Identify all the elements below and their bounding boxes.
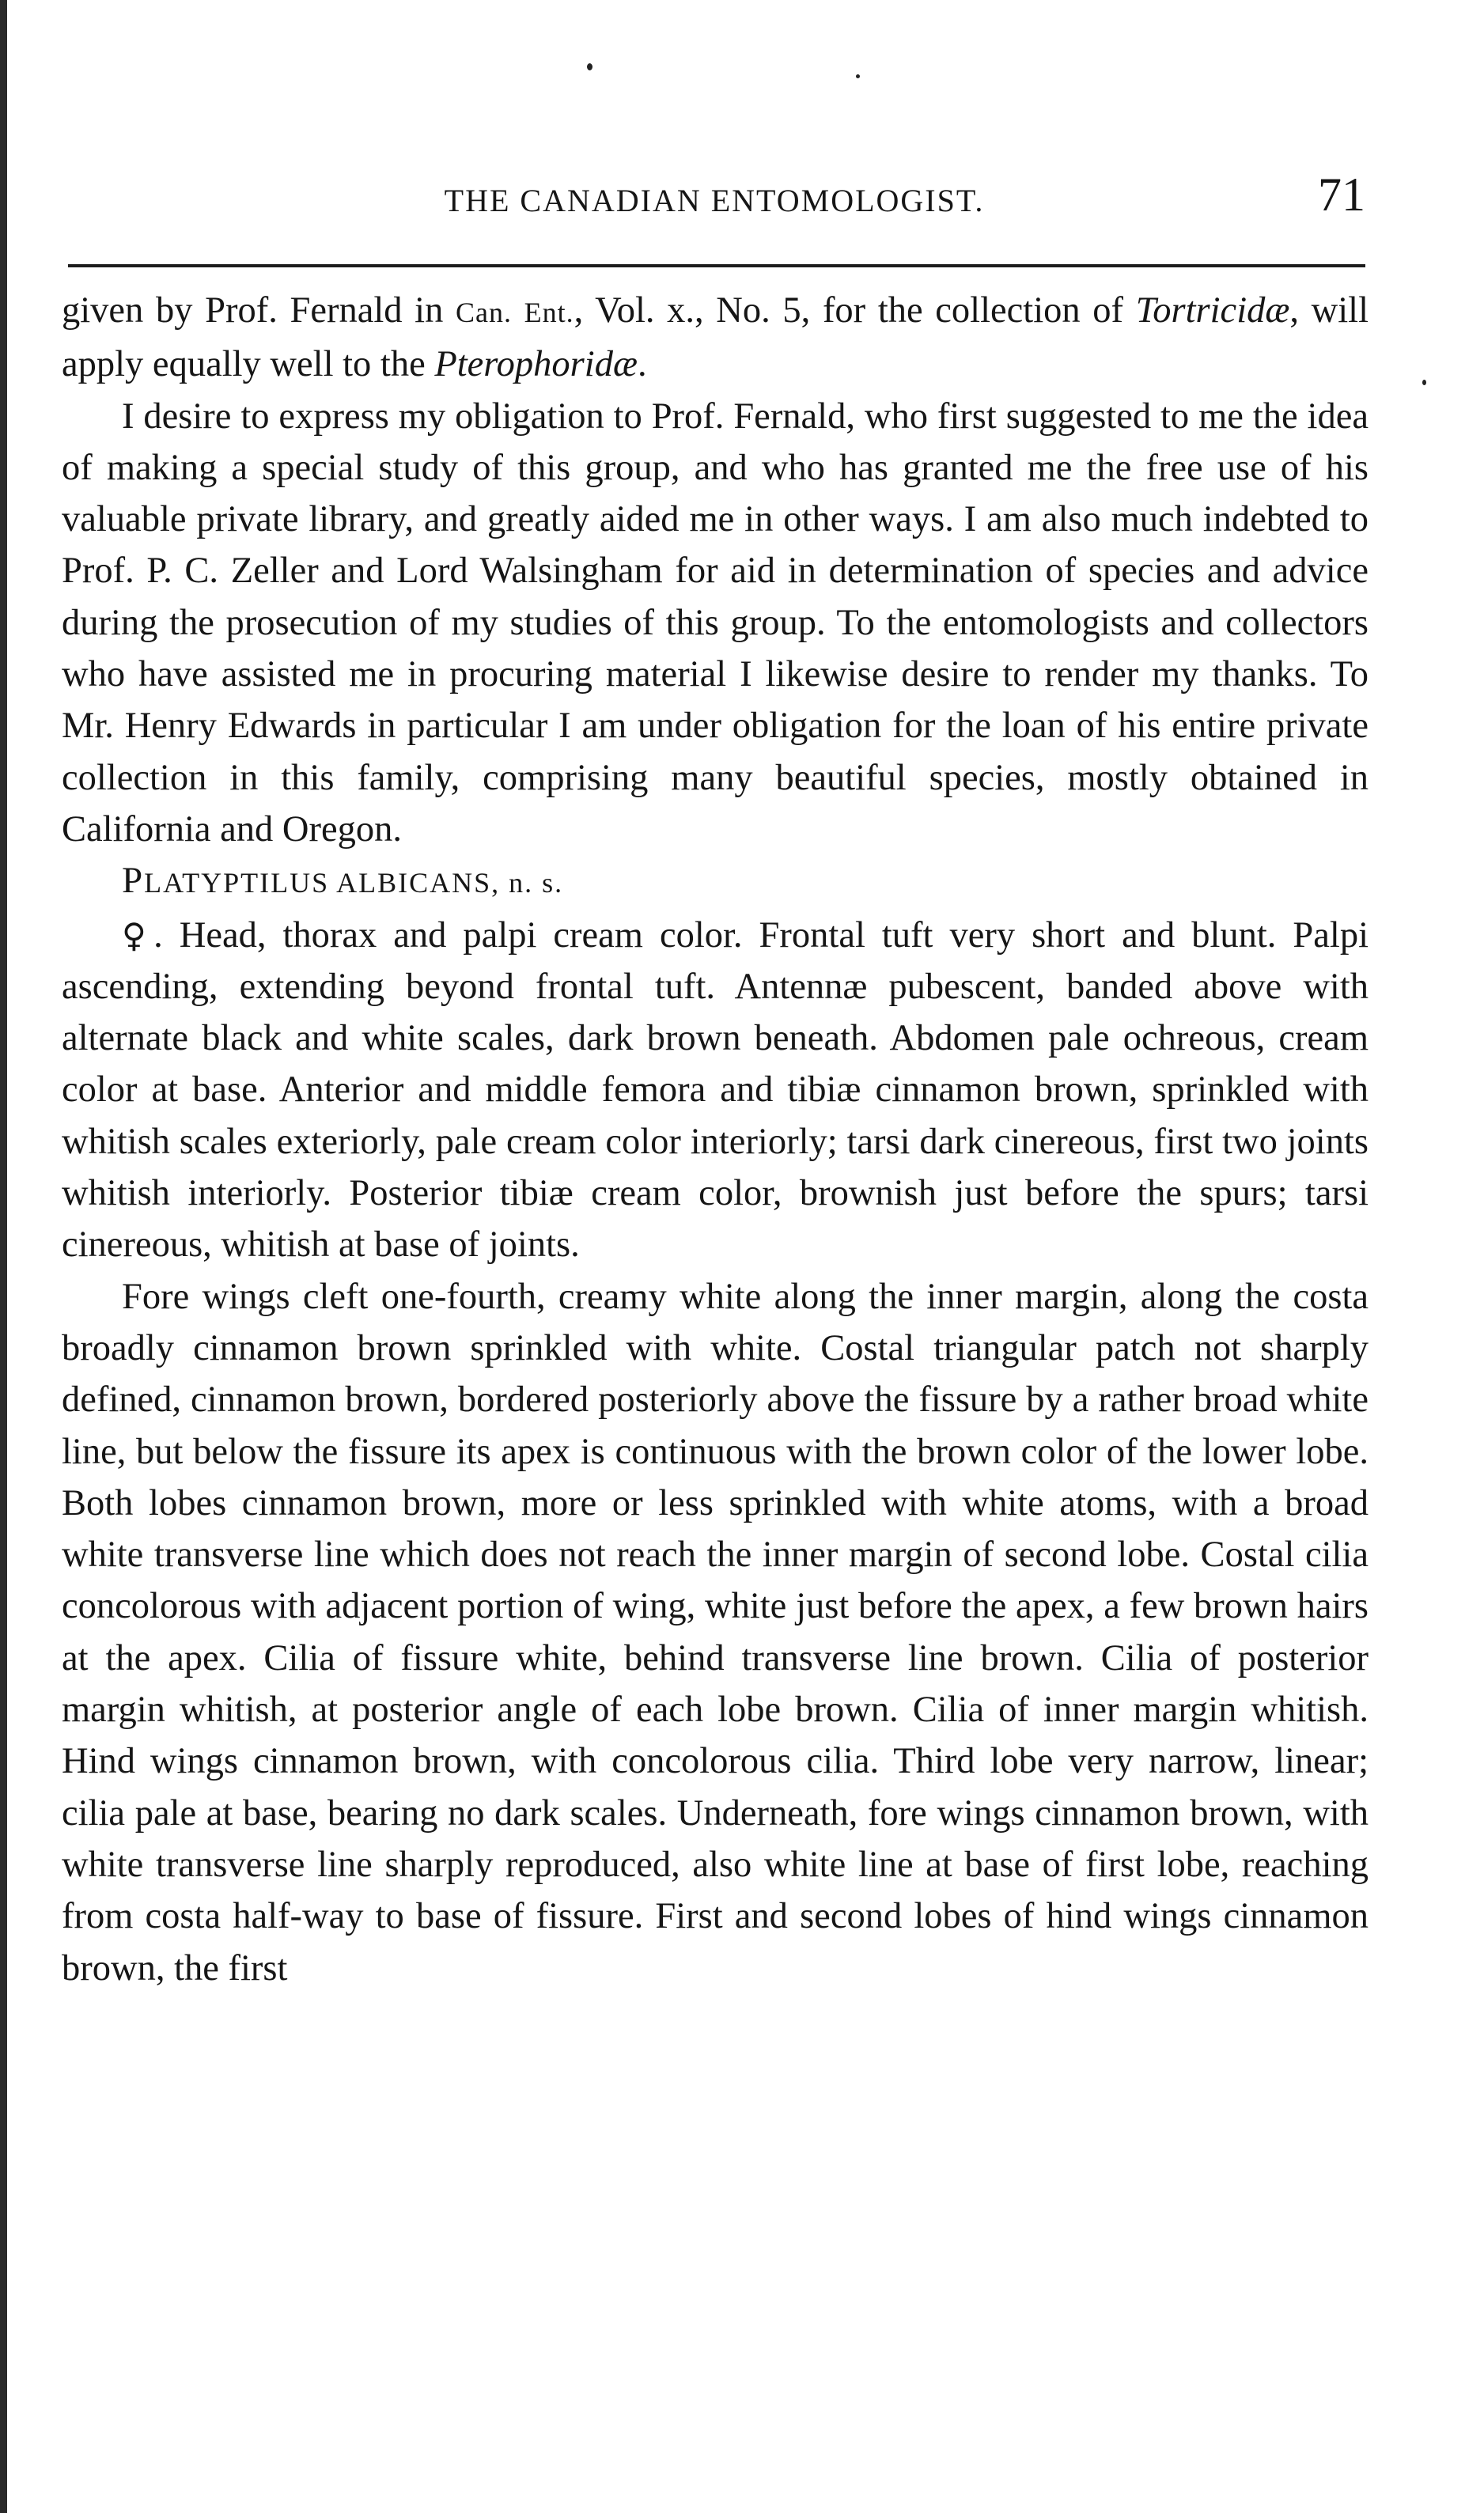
running-title: THE CANADIAN ENTOMOLOGIST. [444, 183, 985, 218]
journal-abbrev: Can. [456, 297, 513, 328]
family-name: Tortricidæ [1135, 290, 1290, 331]
acknowledgements-paragraph: I desire to express my obligation to Prof. Fernald, who first suggested to me the idea of making a special study of this group, and who has granted me the free use of his valuable private library, and greatly aided me in other ways. I am also much indebted to Prof. P. C. Zeller and Lord Walsingham for aid in determination of species and advice during the prosecution of my studies of this group. To the entomologists and collectors who have assisted me in procuring material I likewise desire to render my thanks. To Mr. Henry Edwards in particular I am under obligation for the loan of his entire private collection in this family, comprising many beautiful species, mostly obtained in California and Oregon. [62, 395, 1369, 850]
species-heading: PLATYPTILUS ALBICANS, n. s. [122, 860, 564, 902]
header-rule [68, 264, 1365, 267]
scan-speck [1422, 380, 1426, 385]
page-header [63, 160, 1365, 231]
family-name: Pterophoridæ [434, 344, 638, 385]
scan-speck [587, 63, 592, 70]
species-description: ♀. Head, thorax and palpi cream color. Frontal tuft very short and blunt. Palpi ascending, extending beyond frontal tuft. Antennæ pubescent, banded above with alternate black and white scales, dark brown beneath. Abdomen pale ochreous, cream color at base. Anterior and middle femora and tibiæ cinnamon brown, sprinkled with whitish scales exteriorly, pale cream color interiorly; tarsi dark cinereous, first two joints whitish interiorly. Posterior tibiæ cream color, brownish just before the spurs; tarsi cinereous, whitish at base of joints. [62, 914, 1369, 1266]
page-body [62, 285, 1369, 1994]
page-number: 71 [1318, 168, 1365, 221]
scan-speck [856, 74, 860, 78]
intro-paragraph-continued: given by Prof. Fernald in Can. Ent., Vol. x., No. 5, for the collection of Tortricidæ, will apply equally well to the Pterophoridæ. [62, 290, 1369, 385]
page-scan-edge [0, 0, 7, 2513]
wings-description: Fore wings cleft one-fourth, creamy white along the inner margin, along the costa broadly cinnamon brown sprinkled with white. Costal triangular patch not sharply defined, cinnamon brown, bordered posteriorly above the fissure by a rather broad white line, but below the fissure its apex is continuous with the brown color of the lower lobe. Both lobes cinnamon brown, more or less sprinkled with white atoms, with a broad white transverse line which does not reach the inner margin of second lobe. Costal cilia concolorous with adjacent portion of wing, white just before the apex, a few brown hairs at the apex. Cilia of fissure white, behind transverse line brown. Cilia of posterior margin whitish, at posterior angle of each lobe brown. Cilia of inner margin whitish. Hind wings cinnamon brown, with concolorous cilia. Third lobe very narrow, linear; cilia pale at base, bearing no dark scales. Underneath, fore wings cinnamon brown, with white transverse line sharply reproduced, also white line at base of first lobe, reaching from costa half-way to base of fissure. First and second lobes of hind wings cinnamon brown, the first [62, 1276, 1369, 1989]
female-symbol-icon: ♀ [122, 915, 154, 955]
journal-abbrev: Ent. [524, 297, 574, 328]
